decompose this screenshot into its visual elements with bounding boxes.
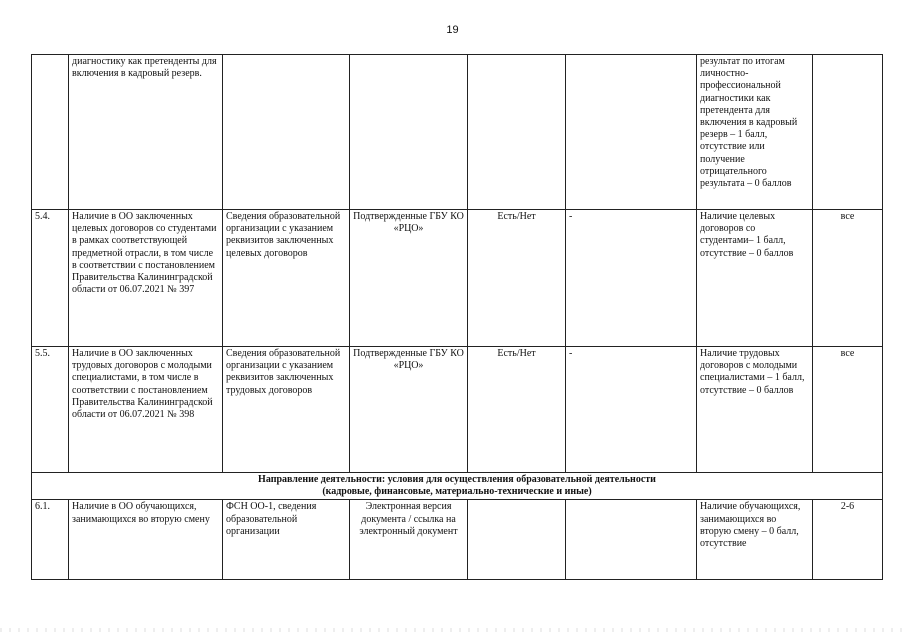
indicator-cell: Наличие в ОО заключенных трудовых договоров с молодыми специалистами, в том числе в соответствии с постановлением Правительства Калининградской области от 06.07.2021 № 398 xyxy=(69,347,223,473)
row-number: 5.4. xyxy=(32,210,69,347)
table-row xyxy=(32,347,883,473)
section-heading-line2: (кадровые, финансовые, материально-технические и иные) xyxy=(322,486,592,498)
confirmation-cell: Подтвержденные ГБУ КО «РЦО» xyxy=(350,210,468,347)
confirmation-cell xyxy=(350,55,468,210)
target-cell xyxy=(566,500,697,580)
value-type-cell xyxy=(468,55,566,210)
table-row xyxy=(32,210,883,347)
source-cell xyxy=(223,55,350,210)
scoring-cell: Наличие трудовых договоров с молодыми специалистами – 1 балл, отсутствие – 0 баллов xyxy=(697,347,813,473)
scoring-cell: Наличие целевых договоров со студентами– 1 балл, отсутствие – 0 баллов xyxy=(697,210,813,347)
source-cell: ФСН ОО-1, сведения образовательной организации xyxy=(223,500,350,580)
section-heading-line1: Направление деятельности: условия для осуществления образовательной деятельности xyxy=(258,474,656,485)
scoring-cell: результат по итогам личностно-профессиональной диагностики как претендента для включения в кадровый резерв – 1 балл, отсутствие или получение отрицательного результата – 0 баллов xyxy=(697,55,813,210)
table-row xyxy=(32,55,883,210)
scope-cell: все xyxy=(813,347,883,473)
section-heading-row xyxy=(32,473,883,500)
criteria-table xyxy=(31,54,883,580)
confirmation-cell: Подтвержденные ГБУ КО «РЦО» xyxy=(350,347,468,473)
target-cell: - xyxy=(566,210,697,347)
target-cell: - xyxy=(566,347,697,473)
page-number: 19 xyxy=(446,24,459,36)
scope-cell: все xyxy=(813,210,883,347)
confirmation-cell: Электронная версия документа / ссылка на электронный документ xyxy=(350,500,468,580)
section-heading xyxy=(32,473,883,500)
indicator-cell: Наличие в ОО заключенных целевых договоров со студентами в рамках соответствующей предметной отрасли, в том числе в соответствии с постановлением Правительства Калининградской области от 06.07.2021 № 397 xyxy=(69,210,223,347)
row-number: 5.5. xyxy=(32,347,69,473)
scope-cell xyxy=(813,55,883,210)
scan-artifact xyxy=(0,628,905,632)
value-type-cell: Есть/Нет xyxy=(468,347,566,473)
table-row xyxy=(32,500,883,580)
scope-cell: 2-6 xyxy=(813,500,883,580)
target-cell xyxy=(566,55,697,210)
value-type-cell: Есть/Нет xyxy=(468,210,566,347)
source-cell: Сведения образовательной организации с указанием реквизитов заключенных трудовых договоров xyxy=(223,347,350,473)
source-cell: Сведения образовательной организации с указанием реквизитов заключенных целевых договоров xyxy=(223,210,350,347)
value-type-cell xyxy=(468,500,566,580)
scoring-cell: Наличие обучающихся, занимающихся во вторую смену – 0 балл, отсутствие xyxy=(697,500,813,580)
row-number: 6.1. xyxy=(32,500,69,580)
row-number xyxy=(32,55,69,210)
indicator-cell: диагностику как претенденты для включения в кадровый резерв. xyxy=(69,55,223,210)
indicator-cell: Наличие в ОО обучающихся, занимающихся во вторую смену xyxy=(69,500,223,580)
